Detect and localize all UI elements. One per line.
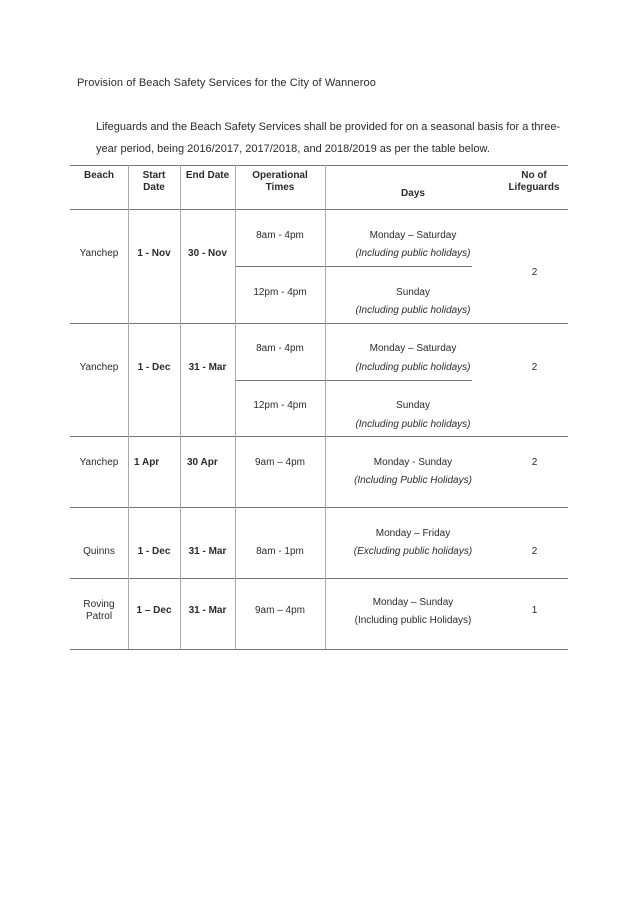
- column-divider: [128, 165, 129, 649]
- cell-lifeguards: 2: [531, 546, 538, 557]
- cell-lifeguards: 1: [531, 605, 538, 616]
- row-divider: [70, 436, 568, 437]
- cell-beach: Yanchep: [79, 248, 119, 259]
- cell-beach: Roving Patrol: [83, 599, 115, 622]
- column-divider: [180, 165, 181, 649]
- header-days: Days: [401, 188, 425, 199]
- row-divider: [70, 578, 568, 579]
- cell-days: Sunday: [396, 400, 430, 411]
- cell-days-note: (Including public holidays): [355, 419, 471, 430]
- intro-paragraph: Lifeguards and the Beach Safety Services shall be provided for on a seasonal basis for a three-year period, being 2016/2017, 2017/2018, and 2018/2019 as per the table below.: [96, 121, 561, 155]
- cell-start-date: 1 - Dec: [137, 362, 171, 373]
- page-heading: Provision of Beach Safety Services for the City of Wanneroo: [77, 77, 376, 89]
- cell-end-date: 31 - Mar: [188, 362, 227, 373]
- cell-start-date: 1 - Dec: [137, 546, 171, 557]
- header-end-date: End Date: [185, 170, 230, 181]
- cell-time: 8am - 1pm: [256, 546, 304, 557]
- cell-time: 12pm - 4pm: [253, 287, 307, 298]
- cell-days-note: (Including public Holidays): [354, 615, 472, 626]
- cell-start-date: 1 Apr: [134, 457, 160, 468]
- cell-time: 9am – 4pm: [254, 457, 306, 468]
- cell-days-note: (Including public holidays): [355, 362, 471, 373]
- cell-days-note: (Including public holidays): [355, 248, 471, 259]
- cell-lifeguards: 2: [531, 457, 538, 468]
- header-beach: Beach: [83, 170, 114, 181]
- cell-end-date: 31 - Mar: [188, 546, 227, 557]
- cell-time: 8am - 4pm: [256, 343, 304, 354]
- cell-beach: Quinns: [83, 546, 115, 557]
- cell-days: Monday - Sunday: [373, 457, 453, 468]
- sub-row-divider: [235, 380, 472, 381]
- cell-days-note: (Excluding public holidays): [353, 546, 473, 557]
- cell-lifeguards: 2: [531, 362, 538, 373]
- table-top-rule: [70, 165, 568, 166]
- cell-end-date: 30 Apr: [187, 457, 218, 468]
- cell-days: Monday – Saturday: [369, 343, 457, 354]
- header-operational-times: Operational Times: [252, 170, 308, 193]
- cell-lifeguards: 2: [531, 267, 538, 278]
- header-start-date: Start Date: [142, 170, 166, 193]
- cell-beach: Yanchep: [79, 362, 119, 373]
- cell-time: 9am – 4pm: [254, 605, 306, 616]
- cell-time: 12pm - 4pm: [253, 400, 307, 411]
- row-divider: [70, 323, 568, 324]
- cell-time: 8am - 4pm: [256, 230, 304, 241]
- row-divider: [70, 209, 568, 210]
- row-divider: [70, 507, 568, 508]
- cell-start-date: 1 – Dec: [136, 605, 172, 616]
- cell-start-date: 1 - Nov: [137, 248, 171, 259]
- cell-end-date: 30 - Nov: [188, 248, 227, 259]
- cell-days: Monday – Sunday: [372, 597, 454, 608]
- table-bottom-rule: [70, 649, 568, 650]
- cell-days: Monday – Saturday: [369, 230, 457, 241]
- sub-row-divider: [235, 266, 472, 267]
- cell-days-note: (Including Public Holidays): [354, 475, 472, 486]
- cell-days: Monday – Friday: [375, 528, 451, 539]
- header-no-of-lifeguards: No of Lifeguards: [508, 170, 560, 193]
- cell-beach: Yanchep: [79, 457, 119, 468]
- cell-end-date: 31 - Mar: [188, 605, 227, 616]
- cell-days-note: (Including public holidays): [355, 305, 471, 316]
- cell-days: Sunday: [396, 287, 430, 298]
